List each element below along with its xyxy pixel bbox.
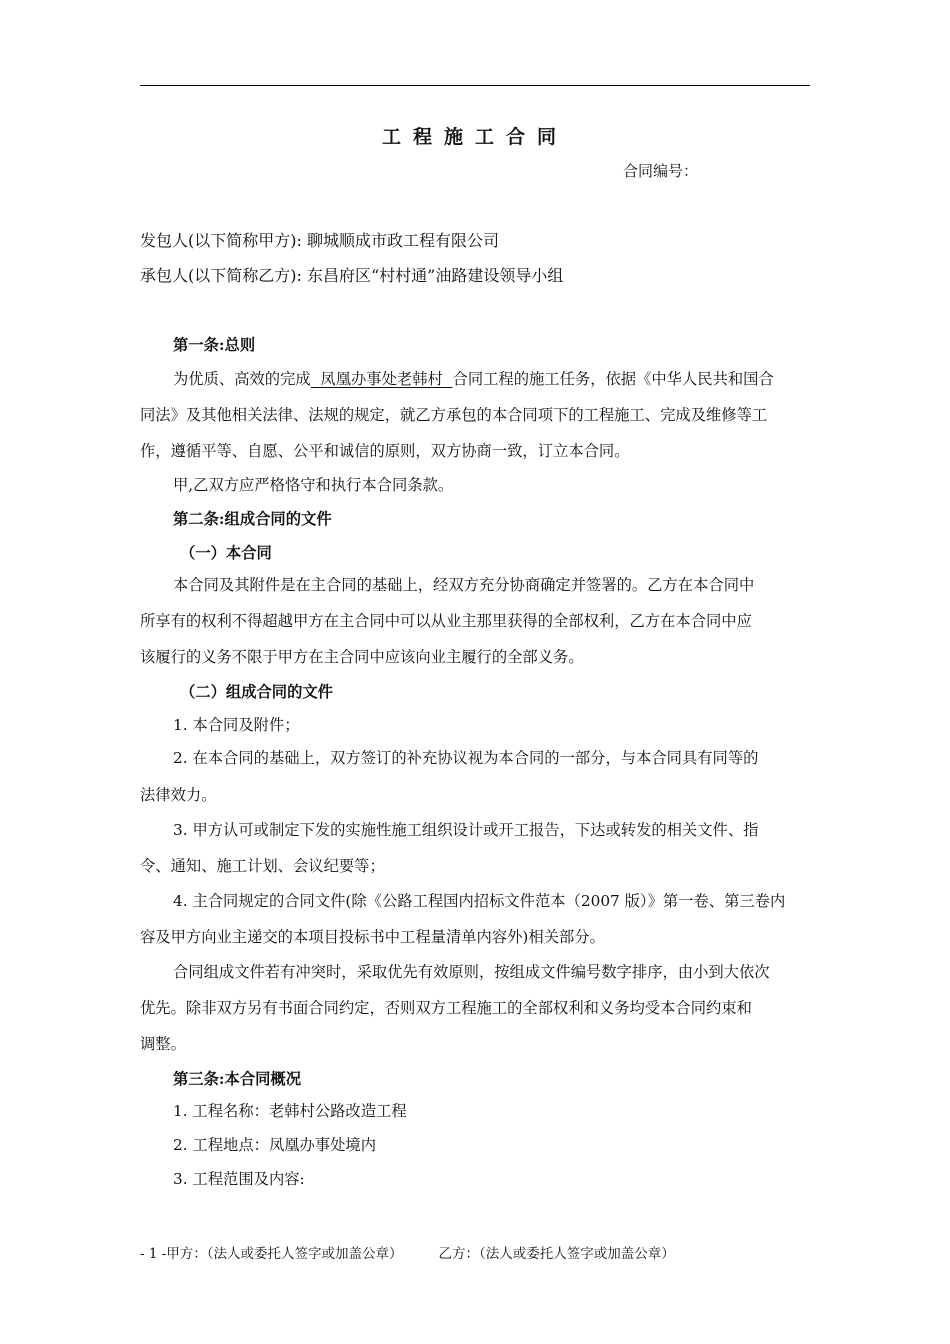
article1-paragraph-line bbox=[173, 367, 774, 391]
page-footer bbox=[140, 1244, 675, 1264]
article2-sub2-heading: （二）组成合同的文件 bbox=[180, 683, 333, 701]
article3-item-2: 2. 工程地点：凤凰办事处境内 bbox=[173, 1136, 377, 1154]
article1-paragraph-line: 作，遵循平等、自愿、公平和诚信的原则，双方协商一致，订立本合同。 bbox=[140, 442, 630, 460]
article1-text-pre: 为优质、高效的完成 bbox=[173, 370, 311, 388]
article2-sub1-line: 所享有的权利不得超越甲方在主合同中可以从业主那里获得的全部权利，乙方在本合同中应 bbox=[140, 612, 752, 630]
article2-conflict-line: 优先。除非双方另有书面合同约定，否则双方工程施工的全部权利和义务均受本合同约束和 bbox=[140, 999, 752, 1017]
article2-conflict-line: 合同组成文件若有冲突时，采取优先有效原则，按组成文件编号数字排序，由小到大依次 bbox=[173, 963, 770, 981]
contract-number-label: 合同编号： bbox=[623, 162, 699, 180]
article1-paragraph-2: 甲,乙双方应严格恪守和执行本合同条款。 bbox=[173, 476, 454, 494]
article2-sub1-line: 该履行的义务不限于甲方在主合同中应该向业主履行的全部义务。 bbox=[140, 648, 584, 666]
article2-item-4-cont: 容及甲方向业主递交的本项目投标书中工程量清单内容外)相关部分。 bbox=[140, 928, 605, 946]
article3-item-1: 1. 工程名称：老韩村公路改造工程 bbox=[173, 1102, 407, 1120]
article1-heading: 第一条:总则 bbox=[173, 336, 256, 354]
project-location-underlined: 凤凰办事处老韩村 bbox=[310, 370, 453, 388]
party-b-signature-label: 乙方：（法人或委托人签字或加盖公章） bbox=[438, 1246, 675, 1262]
article2-item-3: 3. 甲方认可或制定下发的实施性施工组织设计或开工报告，下达或转发的相关文件、指 bbox=[173, 821, 759, 839]
party-a-line: 发包人(以下简称甲方): 聊城顺成市政工程有限公司 bbox=[140, 231, 499, 250]
article2-item-2-cont: 法律效力。 bbox=[140, 786, 217, 804]
article3-heading: 第三条:本合同概况 bbox=[173, 1070, 302, 1088]
article1-paragraph-line: 同法》及其他相关法律、法规的规定，就乙方承包的本合同项下的工程施工、完成及维修等工 bbox=[140, 406, 768, 424]
article2-sub1-heading: （一）本合同 bbox=[180, 544, 272, 562]
article3-item-3: 3. 工程范围及内容: bbox=[173, 1170, 305, 1188]
article2-conflict-line: 调整。 bbox=[140, 1035, 186, 1053]
article1-text-post: 合同工程的施工任务，依据《中华人民共和国合 bbox=[452, 370, 774, 388]
document-title: 工程施工合同 bbox=[381, 126, 568, 148]
article2-item-3-cont: 令、通知、施工计划、会议纪要等； bbox=[140, 857, 385, 875]
party-b-line: 承包人(以下简称乙方): 东昌府区“村村通”油路建设领导小组 bbox=[140, 266, 564, 285]
header-rule bbox=[140, 85, 810, 86]
page-number: - 1 - bbox=[140, 1246, 167, 1262]
article2-item-4: 4. 主合同规定的合同文件(除《公路工程国内招标文件范本（2007 版）》第一卷、第三卷内 bbox=[173, 892, 786, 910]
article2-heading: 第二条:组成合同的文件 bbox=[173, 510, 332, 528]
article2-sub1-line: 本合同及其附件是在主合同的基础上，经双方充分协商确定并签署的。乙方在本合同中 bbox=[173, 576, 755, 594]
party-a-signature-label: 甲方：（法人或委托人签字或加盖公章） bbox=[166, 1246, 403, 1262]
article2-item-2: 2. 在本合同的基础上，双方签订的补充协议视为本合同的一部分，与本合同具有同等的 bbox=[173, 749, 759, 767]
article2-item-1: 1. 本合同及附件； bbox=[173, 716, 300, 734]
